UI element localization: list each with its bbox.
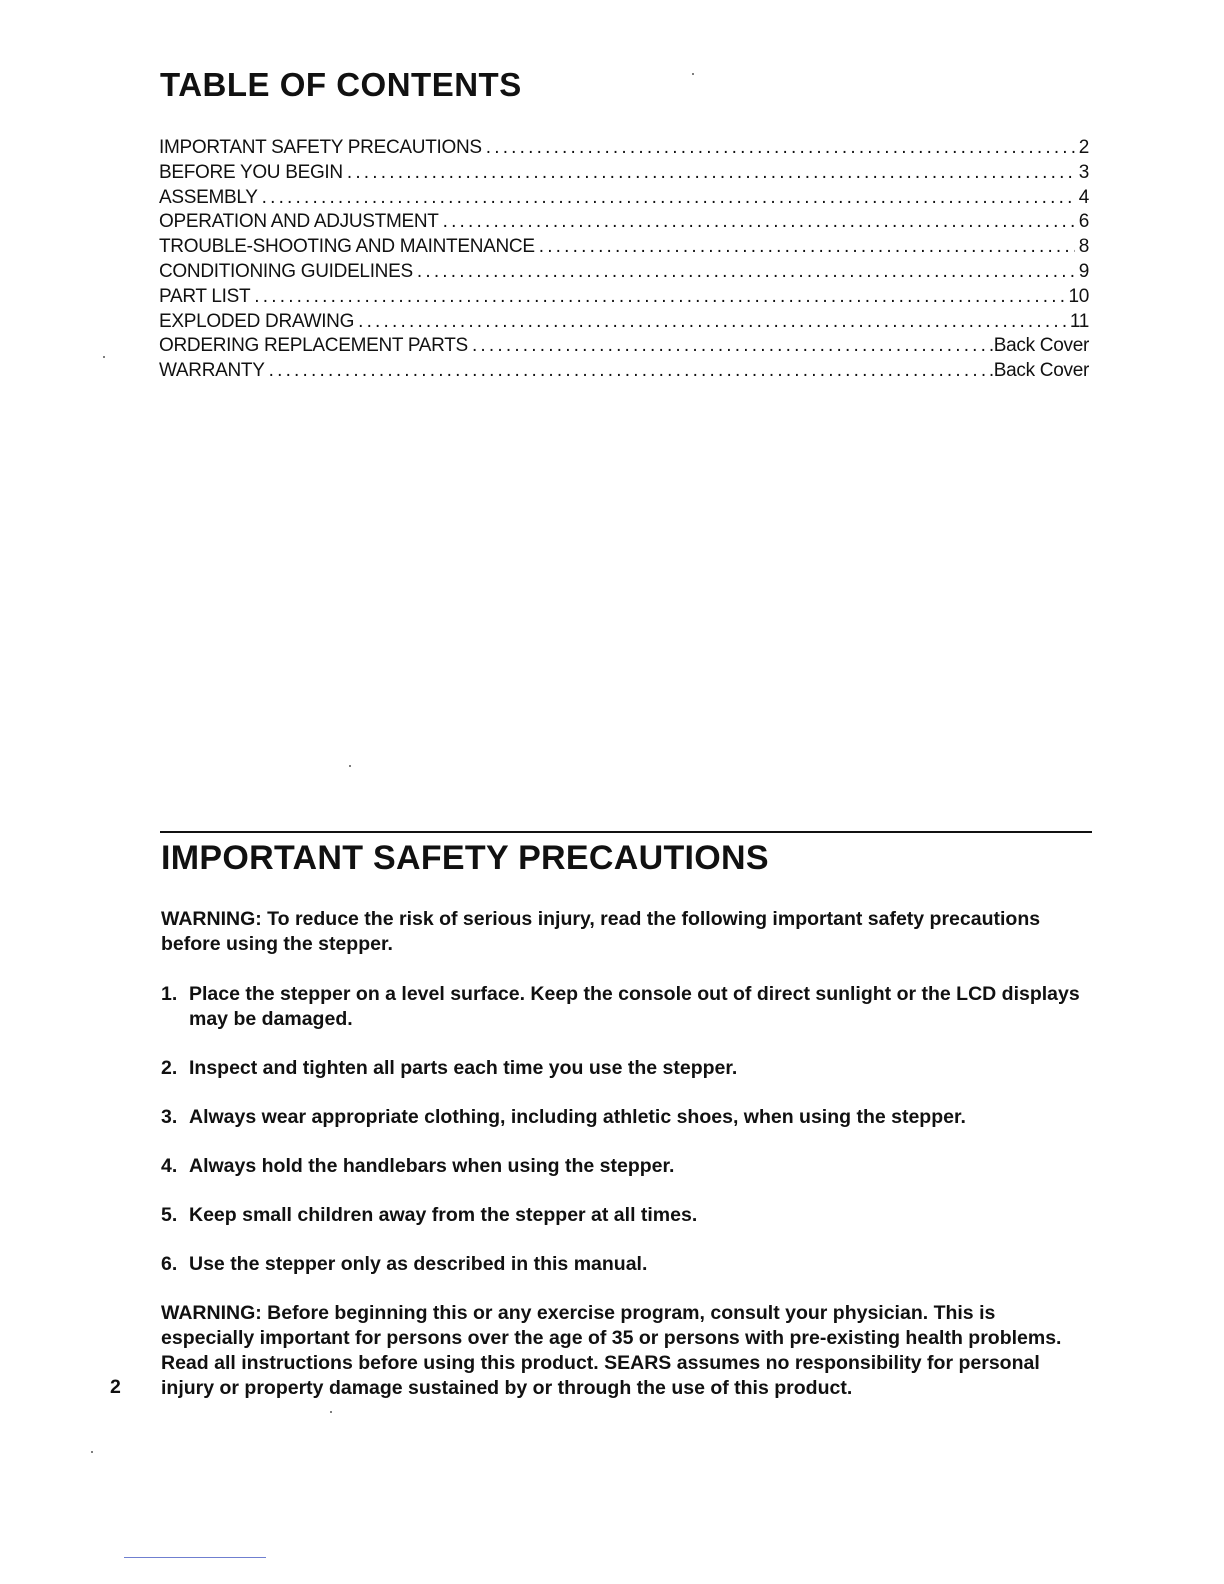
toc-entry	[159, 359, 1089, 384]
step-number: 5.	[161, 1204, 178, 1226]
toc-list	[159, 136, 1089, 384]
step-number: 4.	[161, 1155, 178, 1177]
toc-entry	[159, 260, 1089, 285]
safety-step	[161, 1105, 1091, 1130]
toc-entry-label: IMPORTANT SAFETY PRECAUTIONS	[159, 137, 482, 158]
toc-entry	[159, 285, 1089, 310]
page-number: 2	[110, 1376, 121, 1398]
warning-final: WARNING: Before beginning this or any exercise program, consult your physician. This is especially important for persons over the age of 35 or persons with pre-existing health problems. Read all instructions before using this product. SEARS assumes no responsibility for personal injury or property damage sustained by or through the use of this product.	[161, 1302, 1062, 1399]
toc-dot-leader	[358, 310, 1066, 334]
toc-entry-page: 4	[1078, 186, 1089, 208]
toc-entry-page: 8	[1078, 236, 1089, 258]
step-text: Keep small children away from the stepper at all times.	[189, 1204, 698, 1226]
toc-entry-label: WARRANTY	[159, 360, 265, 382]
safety-step	[161, 1252, 1091, 1277]
step-text: Inspect and tighten all parts each time you use the stepper.	[189, 1057, 738, 1079]
toc-entry-page: 2	[1078, 137, 1089, 158]
toc-entry-label: BEFORE YOU BEGIN	[159, 161, 343, 183]
toc-entry-page: 9	[1078, 260, 1089, 282]
toc-dot-leader	[539, 235, 1075, 259]
safety-section-title: IMPORTANT SAFETY PRECAUTIONS	[161, 839, 769, 877]
toc-entry	[159, 310, 1089, 335]
toc-entry-page: 10	[1068, 285, 1089, 307]
step-number: 3.	[161, 1106, 178, 1128]
toc-entry-label: PART LIST	[159, 285, 251, 307]
toc-dot-leader	[262, 186, 1075, 210]
step-text: Place the stepper on a level surface. Keep the console out of direct sunlight or the LCD displays may be damaged.	[189, 983, 1080, 1030]
step-number: 6.	[161, 1253, 178, 1275]
toc-entry-page: 3	[1078, 161, 1089, 183]
toc-entry-page: .Back Cover	[988, 360, 1089, 382]
toc-dot-leader	[254, 285, 1064, 309]
toc-entry-page: 11	[1069, 310, 1089, 332]
toc-entry-label: TROUBLE-SHOOTING AND MAINTENANCE	[159, 236, 535, 258]
safety-step	[161, 1056, 1091, 1081]
safety-step	[161, 982, 1091, 1032]
toc-dot-leader	[417, 260, 1075, 284]
step-text: Always wear appropriate clothing, including athletic shoes, when using the stepper.	[189, 1106, 966, 1128]
toc-dot-leader	[472, 334, 985, 358]
safety-steps-list	[161, 982, 1091, 1301]
toc-dot-leader	[443, 210, 1075, 234]
toc-entry-page: 6	[1078, 211, 1089, 233]
toc-dot-leader	[269, 359, 985, 383]
scan-speck	[103, 356, 105, 358]
scan-speck	[349, 765, 351, 767]
scan-speck	[91, 1451, 93, 1453]
step-text: Always hold the handlebars when using the stepper.	[189, 1155, 675, 1177]
toc-entry	[159, 136, 1089, 161]
scan-speck	[330, 1411, 332, 1413]
toc-dot-leader	[347, 161, 1075, 185]
warning-intro: WARNING: To reduce the risk of serious injury, read the following important safety precautions before using the stepper.	[161, 908, 1041, 955]
step-number: 2.	[161, 1057, 178, 1079]
toc-entry	[159, 334, 1089, 359]
section-divider	[160, 831, 1092, 833]
toc-entry	[159, 161, 1089, 186]
step-text: Use the stepper only as described in this manual.	[189, 1253, 648, 1275]
scan-artifact-line	[124, 1557, 266, 1558]
toc-entry	[159, 186, 1089, 211]
toc-entry-page: .Back Cover	[988, 335, 1089, 357]
toc-entry	[159, 210, 1089, 235]
toc-entry-label: EXPLODED DRAWING	[159, 310, 355, 332]
safety-step	[161, 1154, 1091, 1179]
toc-entry-label: ASSEMBLY	[159, 186, 258, 208]
step-number: 1.	[161, 983, 178, 1005]
toc-title: TABLE OF CONTENTS	[160, 66, 522, 103]
toc-dot-leader	[486, 136, 1075, 160]
toc-entry-label: OPERATION AND ADJUSTMENT	[159, 211, 439, 233]
toc-entry-label: CONDITIONING GUIDELINES	[159, 260, 413, 282]
toc-entry	[159, 235, 1089, 260]
safety-step	[161, 1203, 1091, 1228]
toc-entry-label: ORDERING REPLACEMENT PARTS	[159, 335, 468, 357]
scan-speck	[692, 73, 694, 75]
